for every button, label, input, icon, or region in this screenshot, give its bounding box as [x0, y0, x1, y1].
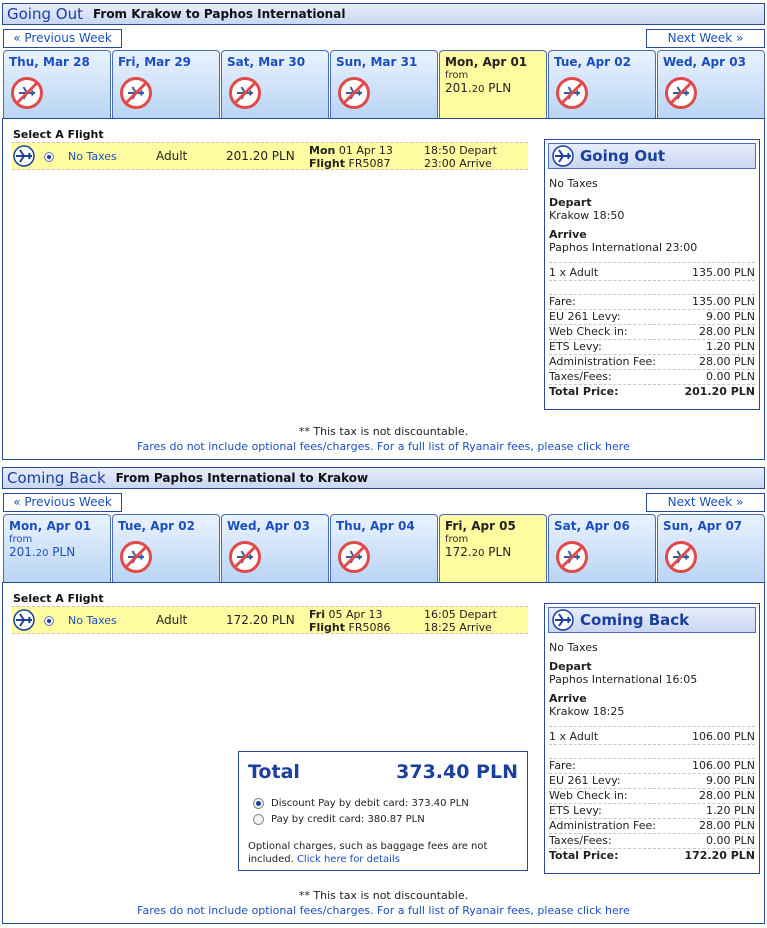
day-label: Sat, Apr 06 — [554, 519, 630, 533]
summary-fee-line — [549, 295, 755, 310]
plane-icon — [552, 609, 574, 631]
flight-depart: 16:05 Depart — [424, 608, 497, 621]
day-label: Sat, Mar 30 — [227, 55, 306, 69]
flight-number — [309, 157, 391, 170]
flight-date — [309, 144, 393, 157]
flight-date-value: 01 Apr 13 — [338, 144, 393, 157]
flight-number-value: FR5087 — [348, 157, 391, 170]
inbound-flight-radio[interactable] — [44, 616, 54, 626]
inbound-summary-header — [548, 607, 756, 633]
outbound-header — [2, 3, 765, 25]
fee-value: 9.00 PLN — [706, 310, 755, 323]
day-label: Thu, Apr 04 — [336, 519, 415, 533]
summary-fee-lines — [549, 759, 755, 849]
fee-value: 106.00 PLN — [692, 759, 755, 772]
summary-pax-label: 1 x Adult — [549, 730, 599, 743]
summary-fee-line — [549, 834, 755, 849]
day-label: Sun, Apr 07 — [663, 519, 743, 533]
inbound-footnote — [2, 889, 765, 917]
day-label: Fri, Apr 05 — [445, 519, 516, 533]
summary-total-line — [549, 385, 755, 400]
day-label: Wed, Apr 03 — [227, 519, 310, 533]
inbound-summary-title: Coming Back — [580, 611, 690, 629]
summary-fee-line — [549, 310, 755, 325]
inbound-select-title: Select A Flight — [13, 592, 104, 605]
flight-arrive: 23:00 Arrive — [424, 157, 492, 170]
no-flight-icon — [664, 540, 698, 574]
inbound-route: From Paphos International to Krakow — [115, 471, 369, 485]
inbound-header — [2, 467, 765, 489]
day-price: 172.20 PLN — [445, 545, 512, 559]
summary-fare-type: No Taxes — [549, 641, 598, 654]
inbound-day-tab[interactable] — [112, 514, 220, 582]
summary-fee-line — [549, 804, 755, 819]
plane-icon — [13, 145, 35, 167]
no-flight-icon — [119, 540, 153, 574]
day-label: Fri, Mar 29 — [118, 55, 192, 69]
summary-depart-label: Depart — [549, 196, 592, 209]
fee-value: 28.00 PLN — [699, 355, 755, 368]
optional-charges-text: Optional charges, such as baggage fees are not included. — [248, 841, 488, 865]
inbound-day-tab[interactable] — [439, 514, 547, 582]
summary-fee-line — [549, 789, 755, 804]
fee-label: Administration Fee: — [549, 819, 656, 832]
fare-type: No Taxes — [68, 614, 117, 627]
day-label: Mon, Apr 01 — [9, 519, 92, 533]
outbound-prev-week-button[interactable]: « Previous Week — [3, 29, 122, 48]
outbound-select-title: Select A Flight — [13, 128, 104, 141]
summary-pax-label: 1 x Adult — [549, 266, 599, 279]
inbound-day-tab[interactable] — [221, 514, 329, 582]
outbound-day-tab[interactable] — [439, 50, 547, 118]
no-flight-icon — [337, 76, 371, 110]
summary-total-label: Total Price: — [549, 849, 619, 862]
day-price: 201.20 PLN — [445, 81, 512, 95]
outbound-flight-radio[interactable] — [44, 152, 54, 162]
outbound-day-tab[interactable] — [657, 50, 765, 118]
outbound-summary-title: Going Out — [580, 147, 665, 165]
flight-day: Fri — [309, 608, 326, 621]
fee-value: 28.00 PLN — [699, 325, 755, 338]
summary-pax-line — [549, 266, 755, 281]
fee-label: Taxes/Fees: — [549, 370, 612, 383]
outbound-day-tab[interactable] — [548, 50, 656, 118]
summary-depart-label: Depart — [549, 660, 592, 673]
summary-total-value: 201.20 PLN — [684, 385, 755, 398]
summary-total-line — [549, 849, 755, 864]
flight-depart: 18:50 Depart — [424, 144, 497, 157]
fee-label: Fare: — [549, 759, 576, 772]
fee-label: Administration Fee: — [549, 355, 656, 368]
summary-fee-line — [549, 355, 755, 370]
summary-depart-value: Krakow 18:50 — [549, 209, 625, 222]
inbound-day-tab[interactable] — [548, 514, 656, 582]
flight-price: 201.20 PLN — [226, 149, 295, 163]
passenger-type: Adult — [156, 149, 188, 163]
inbound-title: Coming Back — [7, 469, 106, 487]
outbound-day-tabs — [2, 50, 765, 118]
flight-arrive: 18:25 Arrive — [424, 621, 492, 634]
inbound-prev-week-button[interactable]: « Previous Week — [3, 493, 122, 512]
fee-label: Web Check in: — [549, 789, 628, 802]
fee-value: 28.00 PLN — [699, 819, 755, 832]
inbound-summary — [544, 603, 760, 874]
no-flight-icon — [664, 76, 698, 110]
outbound-title: Going Out — [7, 5, 83, 23]
no-flight-icon — [555, 76, 589, 110]
fees-link[interactable]: Fares do not include optional fees/charges. For a full list of Ryanair fees, please click here — [137, 904, 630, 917]
flight-label: Flight — [309, 157, 346, 170]
fee-value: 9.00 PLN — [706, 774, 755, 787]
summary-pax-line — [549, 730, 755, 745]
day-from-label: from — [9, 534, 33, 545]
summary-fare-type: No Taxes — [549, 177, 598, 190]
fee-value: 135.00 PLN — [692, 295, 755, 308]
summary-depart-value: Paphos International 16:05 — [549, 673, 698, 686]
day-from-label: from — [445, 534, 469, 545]
outbound-day-tab[interactable] — [3, 50, 111, 118]
inbound-next-week-button[interactable]: Next Week » — [646, 493, 765, 512]
summary-arrive-label: Arrive — [549, 692, 587, 705]
outbound-next-week-button[interactable]: Next Week » — [646, 29, 765, 48]
day-label: Sun, Mar 31 — [336, 55, 418, 69]
summary-total-label: Total Price: — [549, 385, 619, 398]
outbound-footnote — [2, 425, 765, 453]
outbound-summary — [544, 139, 760, 410]
fee-label: Web Check in: — [549, 325, 628, 338]
flight-number — [309, 621, 391, 634]
inbound-day-tabs — [2, 514, 765, 582]
outbound-panel — [2, 118, 765, 460]
flight-date-value: 05 Apr 13 — [328, 608, 383, 621]
inbound-day-tab[interactable] — [3, 514, 111, 582]
no-flight-icon — [119, 76, 153, 110]
pay-credit-option[interactable] — [253, 814, 425, 825]
outbound-flight-row[interactable] — [12, 142, 528, 170]
outbound-summary-header — [548, 143, 756, 169]
summary-fee-line — [549, 759, 755, 774]
summary-arrive-value: Paphos International 23:00 — [549, 241, 698, 254]
fee-value: 0.00 PLN — [706, 834, 755, 847]
flight-day: Mon — [309, 144, 336, 157]
outbound-route: From Krakow to Paphos International — [92, 7, 346, 21]
day-price: 201.20 PLN — [9, 545, 76, 559]
inbound-day-tab[interactable] — [330, 514, 438, 582]
outbound-day-tab[interactable] — [221, 50, 329, 118]
day-label: Mon, Apr 01 — [445, 55, 528, 69]
no-flight-icon — [228, 540, 262, 574]
fee-label: Taxes/Fees: — [549, 834, 612, 847]
grand-total-label: Total — [248, 761, 300, 783]
fare-type: No Taxes — [68, 150, 117, 163]
pay-debit-radio[interactable] — [253, 798, 264, 809]
optional-charges-note — [248, 840, 520, 866]
flight-date — [309, 608, 383, 621]
fee-label: EU 261 Levy: — [549, 310, 621, 323]
summary-fee-line — [549, 774, 755, 789]
day-label: Tue, Apr 02 — [554, 55, 631, 69]
inbound-flight-row[interactable] — [12, 606, 528, 634]
fee-value: 28.00 PLN — [699, 789, 755, 802]
summary-total-value: 172.20 PLN — [684, 849, 755, 862]
optional-charges-link[interactable]: Click here for details — [296, 854, 400, 865]
pay-credit-radio[interactable] — [253, 814, 264, 825]
grand-total-box — [238, 751, 528, 871]
no-flight-icon — [10, 76, 44, 110]
summary-pax-value: 106.00 PLN — [692, 730, 755, 743]
tax-note: ** This tax is not discountable. — [298, 425, 469, 438]
fee-value: 0.00 PLN — [706, 370, 755, 383]
grand-total-value: 373.40 PLN — [396, 761, 518, 783]
fees-link[interactable]: Fares do not include optional fees/charges. For a full list of Ryanair fees, please click here — [137, 440, 630, 453]
tax-note: ** This tax is not discountable. — [298, 889, 469, 902]
summary-pax-value: 135.00 PLN — [692, 266, 755, 279]
outbound-day-tab[interactable] — [112, 50, 220, 118]
summary-fee-line — [549, 370, 755, 385]
pay-debit-option[interactable] — [253, 798, 469, 809]
fee-label: ETS Levy: — [549, 340, 602, 353]
fee-label: Fare: — [549, 295, 576, 308]
passenger-type: Adult — [156, 613, 188, 627]
no-flight-icon — [555, 540, 589, 574]
summary-arrive-value: Krakow 18:25 — [549, 705, 625, 718]
no-flight-icon — [337, 540, 371, 574]
day-label: Tue, Apr 02 — [118, 519, 195, 533]
plane-icon — [13, 609, 35, 631]
fee-label: EU 261 Levy: — [549, 774, 621, 787]
pay-credit-label: Pay by credit card: 380.87 PLN — [271, 814, 425, 825]
day-from-label: from — [445, 70, 469, 81]
summary-fee-line — [549, 325, 755, 340]
inbound-day-tab[interactable] — [657, 514, 765, 582]
flight-number-value: FR5086 — [348, 621, 391, 634]
plane-icon — [552, 145, 574, 167]
pay-debit-label: Discount Pay by debit card: 373.40 PLN — [271, 798, 469, 809]
summary-arrive-label: Arrive — [549, 228, 587, 241]
day-label: Thu, Mar 28 — [9, 55, 90, 69]
outbound-day-tab[interactable] — [330, 50, 438, 118]
fee-value: 1.20 PLN — [706, 340, 755, 353]
flight-label: Flight — [309, 621, 346, 634]
fee-label: ETS Levy: — [549, 804, 602, 817]
fee-value: 1.20 PLN — [706, 804, 755, 817]
summary-fee-line — [549, 340, 755, 355]
flight-price: 172.20 PLN — [226, 613, 295, 627]
no-flight-icon — [228, 76, 262, 110]
day-label: Wed, Apr 03 — [663, 55, 746, 69]
summary-fee-lines — [549, 295, 755, 385]
summary-fee-line — [549, 819, 755, 834]
